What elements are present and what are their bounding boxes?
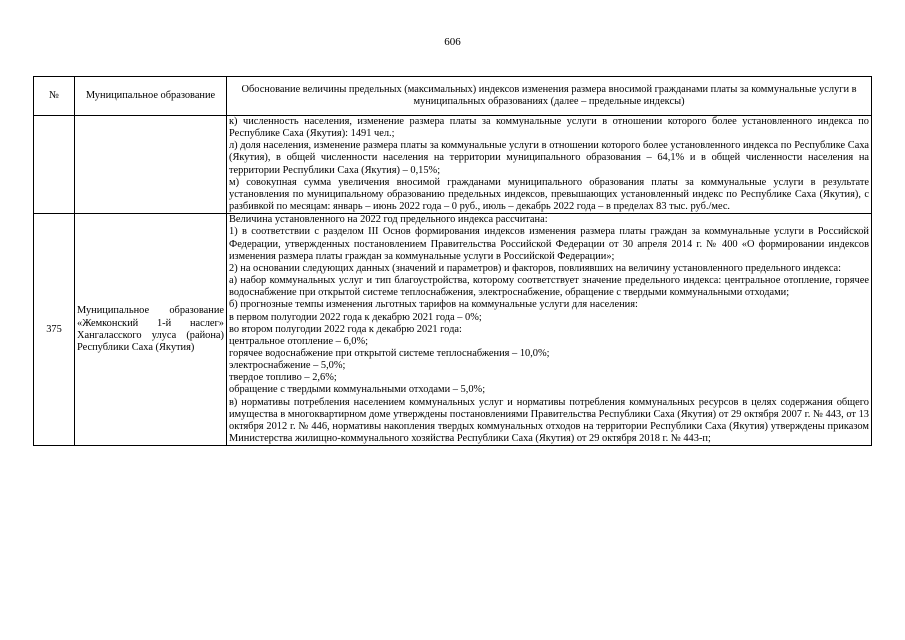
paragraph: 2) на основании следующих данных (значений и параметров) и факторов, повлиявших на величину установленного предельного индекса:	[229, 262, 842, 274]
header-municipality: Муниципальное образование	[75, 77, 227, 116]
table-row	[34, 116, 872, 214]
paragraph: к) численность населения, изменение размера платы за коммунальные услуги в отношении которого более установленного индекса по Республике Саха (Якутия): 1491 чел.;	[229, 116, 869, 140]
paragraph: центральное отопление – 6,0%;	[229, 335, 368, 347]
row-municipality: Муниципальное образование «Жемконский 1-й наслег» Хангаласского улуса (района) Республики Саха (Якутия)	[75, 214, 227, 446]
row-justification	[227, 116, 872, 214]
paragraph: горячее водоснабжение при открытой системе теплоснабжения – 10,0%;	[229, 347, 550, 359]
paragraph: Величина установленного на 2022 год предельного индекса рассчитана:	[229, 214, 548, 226]
header-justification: Обоснование величины предельных (максимальных) индексов изменения размера вносимой гражданами платы за коммунальные услуги в муниципальных образованиях (далее – предельные индексы)	[227, 77, 872, 116]
paragraph: в первом полугодии 2022 года к декабрю 2021 года – 0%;	[229, 311, 482, 323]
page-number: 606	[444, 36, 461, 48]
paragraph: л) доля населения, изменение размера платы за коммунальные услуги в отношении которого более установленного индекса по Республике Саха (Якутия), в общей численности населения на территории муниципального образования – 64,1% и в общей численности населения на территории Республики Саха (Якутия) – 0,15%;	[229, 140, 869, 176]
paragraph: в) нормативы потребления населением коммунальных услуг и нормативы потребления коммунальных ресурсов в целях содержания общего имущества в многоквартирном доме утверждены постановлениями Правительства Республики Саха (Якутия) от 29 октября 2007 г. № 443, от 13 октября 2012 г. № 446, нормативы накопления твердых коммунальных отходов на территории Республики Саха (Якутия) утверждены приказом Министерства жилищно-коммунального хозяйства Республики Саха (Якутия) от 29 октября 2018 г. № 443-п;	[229, 396, 869, 445]
paragraph: 1) в соответствии с разделом III Основ формирования индексов изменения размера платы граждан за коммунальные услуги в Российской Федерации, утвержденных постановлением Правительства Российской Федерации от 30 апреля 2014 г. № 400 «О формировании индексов изменения размера платы граждан за коммунальные услуги в Российской Федерации»;	[229, 226, 869, 262]
table-header-row	[34, 77, 872, 116]
table-row	[34, 214, 872, 446]
row-municipality	[75, 116, 227, 214]
header-number: №	[34, 77, 75, 116]
paragraph: а) набор коммунальных услуг и тип благоустройства, которому соответствует значение предельного индекса: центральное отопление, горячее водоснабжение при открытой системе теплоснабжения, электроснабжение, обращение с твердыми коммунальными отходами;	[229, 275, 869, 299]
paragraph: электроснабжение – 5,0%;	[229, 360, 346, 372]
row-justification	[227, 214, 872, 446]
row-number: 375	[34, 214, 75, 446]
paragraph: во втором полугодии 2022 года к декабрю 2021 года:	[229, 323, 462, 335]
row-number	[34, 116, 75, 214]
paragraph: б) прогнозные темпы изменения льготных тарифов на коммунальные услуги для населения:	[229, 299, 638, 311]
paragraph: твердое топливо – 2,6%;	[229, 372, 337, 384]
paragraph: обращение с твердыми коммунальными отходами – 5,0%;	[229, 384, 486, 396]
paragraph: м) совокупная сумма увеличения вносимой гражданами муниципального образования платы за коммунальные услуги в результате установления по муниципальному образованию предельных индексов, превышающих установленный индекс по Республике Саха (Якутия), с разбивкой по месяцам: январь – июнь 2022 года – 0 руб., июль – декабрь 2022 года – в пределах 83 тыс. руб./мес.	[229, 176, 869, 213]
indices-table	[33, 76, 872, 446]
